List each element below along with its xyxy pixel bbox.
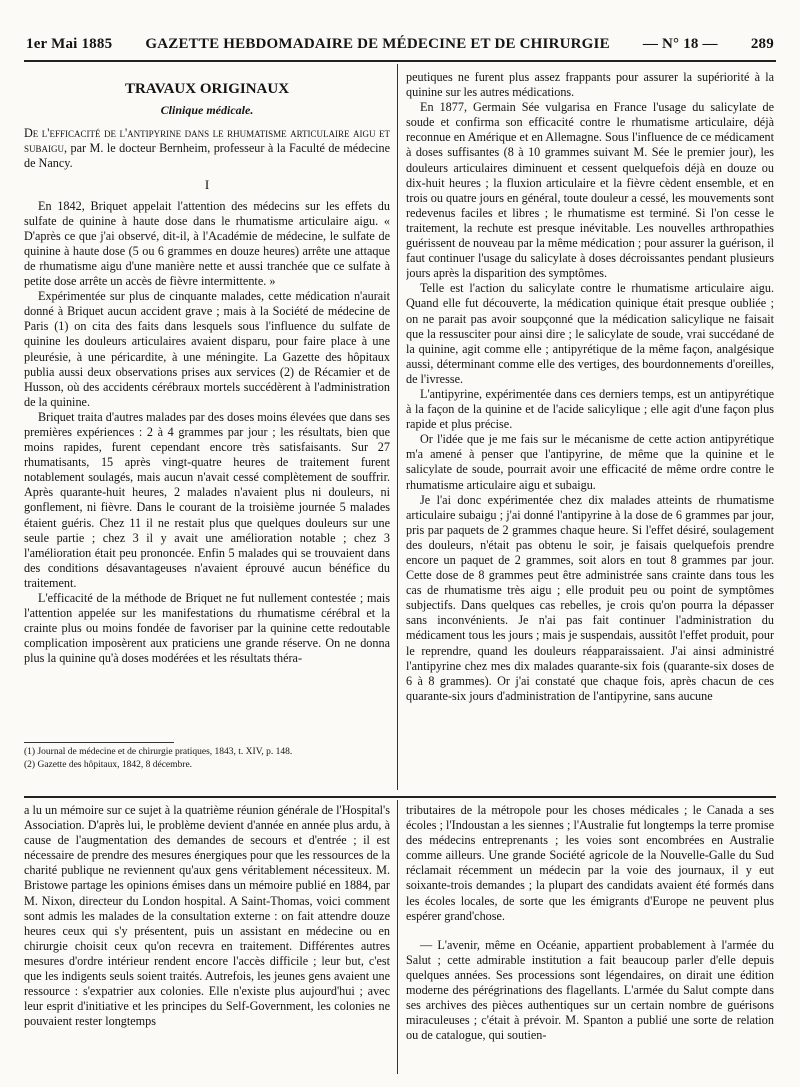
journal-title: GAZETTE HEBDOMADAIRE DE MÉDECINE ET DE CHIRURGIE bbox=[145, 36, 610, 52]
paragraph: L'efficacité de la méthode de Briquet ne fut nullement contestée ; mais l'attention appelée sur les manifestations du rhumatisme cérébral et la crainte plus ou moins fondée de favoriser par la quinine cette redoutable complication imposèrent aux praticiens une grande réserve. On ne donna plus la quinine qu'à doses modérées et les résultats théra- bbox=[24, 591, 390, 666]
footnote: (2) Gazette des hôpitaux, 1842, 8 décembre. bbox=[24, 760, 193, 770]
column-2 bbox=[406, 70, 774, 790]
paragraph: tributaires de la métropole pour les choses médicales ; le Canada a ses écoles ; l'Indoustan a les siennes ; l'Australie fut longtemps la terre promise des médecins entreprenants ; les voies sont encombrées en Australie comme ailleurs. Une grande Société agricole de la Nouvelle-Galle du Sud réclamait récemment un médecin par la voie des journaux, il y eut soixante-trois demandes ; la plupart des candidats avaient été formés dans les écoles locales, de sorte que les émigrants d'Europe ne peuvent plus espérer grand'chose. bbox=[406, 803, 774, 923]
paragraph: Je l'ai donc expérimentée chez dix malades atteints de rhumatisme articulaire subaigu ; j'ai donné l'antipyrine à la dose de 6 grammes par jour, pris par paquets de 2 grammes chaque heure. Si l'effet désiré, soulagement des douleurs, n'était pas obtenu le soir, je faisais quelquefois prendre encore un paquet de 2 grammes, soit alors en tout 8 grammes par jour. Cette dose de 8 grammes peut être administrée sans crainte dans tous les cas de rhumatisme très aigu ; elle produit peu ou point de symptômes subjectifs. Dans quelques cas rebelles, je crois qu'on pourra la dépasser sans inconvénients. Je n'ai pas fait continuer l'administration du médicament tous les jours ; mais je suspendais, aussitôt l'effet produit, pour le reprendre, quand les douleurs réapparaissaient. J'ai ainsi administré l'antipyrine chez mes dix malades quarante-six fois (quarante-six doses de 6 à 8 grammes). Or j'ai constaté que chaque fois, après chacun de ces quarante-six jours d'administration de l'antipyrine, sans aucune bbox=[406, 492, 774, 703]
column-divider-bottom bbox=[397, 800, 398, 1074]
paragraph: Telle est l'action du salicylate contre le rhumatisme articulaire aigu. Quand elle fut découverte, la médication quinique était presque oubliée ; on ne parait pas avoir soupçonné que la médication salicylique ne faisait que la ressusciter pour ainsi dire ; le salicylate de soude, vrai succédané de la quinine, agit comme elle ; antipyrétique de la même façon, analgésique aussi, déterminant comme elle des vertiges, des bourdonnements d'oreilles, de l'ivresse. bbox=[406, 281, 774, 386]
paragraph: L'antipyrine, expérimentée dans ces derniers temps, est un antipyrétique à la façon de la quinine et de l'acide salicylique ; elle agit d'une façon plus rapide et plus précise. bbox=[406, 386, 774, 432]
paragraph-gap bbox=[406, 924, 774, 938]
paragraph: peutiques ne furent plus assez frappants pour assurer la supériorité à la quinine sur les autres médications. bbox=[406, 70, 774, 100]
column-divider-top bbox=[397, 64, 398, 790]
footnote: (1) Journal de médecine et de chirurgie pratiques, 1843, t. XIV, p. 148. bbox=[24, 747, 293, 757]
header-rule bbox=[24, 60, 776, 62]
paragraph: En 1877, Germain Sée vulgarisa en France l'usage du salicylate de soude et confirma son efficacité contre le rhumatisme articulaire, déjà reconnue en Amérique et en Allemagne. Sous l'influence de ce médicament à doses suffisantes (8 à 10 grammes suivant M. Sée le premier jour), les douleurs articulaires diminuent et cessent quelquefois déjà en douze ou dix-huit heures ; la fluxion articulaire et la fièvre cèdent ensemble, et en trois ou quatre jours en général, toute douleur a cessé, les mouvements sont redevenus faciles et libres ; le rhumatisme est terminé. Si l'on cesse le traitement, la rechute est presque inévitable. Les nouvelles arthropathies guérissent de nouveau par la même médication ; pour assurer la guérison, il faut continuer l'usage du salicylate à doses décroissantes pendant plusieurs jours après la disparition des symptômes. bbox=[406, 100, 774, 281]
section-title: TRAVAUX ORIGINAUX bbox=[124, 81, 290, 97]
issue-number: — N° 18 — bbox=[642, 36, 718, 52]
article-title-author: par M. le docteur Bernheim, professeur à la Faculté de médecine de Nancy. bbox=[24, 141, 390, 171]
running-header bbox=[26, 36, 774, 53]
paragraph: Or l'idée que je me fais sur le mécanisme de cette action antipyrétique m'a amené à penser que l'antipyrine, de même que la quinine et le salicylate de soude, pourrait avoir une efficacité de même ordre contre le rhumatisme articulaire aigu et subaigu. bbox=[406, 432, 774, 492]
footnotes bbox=[24, 746, 390, 772]
paragraph: a lu un mémoire sur ce sujet à la quatrième réunion générale de l'Hospital's Association. D'après lui, le problème devient d'année en année plus ardu, à cause de l'augmentation des demandes de secours et d'entrée ; il est nécessaire de prendre des mesures énergiques pour que les ressources de la charité publique ne reviennent qu'aux gens véritablement nécessiteux. M. Bristowe partage les opinions émises dans un mémoire publié en 1884, par M. Nixon, directeur du London hospital. A Saint-Thomas, voici comment sont admis les malades de la consultation externe : on fait attendre douze heures ceux qui s'y présentent, puis un assistant en médecine ou en chirurgie choisit ceux qu'on recevra en traitement. Différentes autres mesures d'ordre intérieur rendent encore l'accès difficile ; leur but, c'est que les indigents seuls soient traités. Autrefois, les jeunes gens avaient une ressource : s'expatrier aux colonies. Elle n'existe plus aujourd'hui ; avec leur esprit d'initiative et les principes du Self-Government, les colonies ne pouvaient rester longtemps bbox=[24, 803, 390, 1029]
paragraph: — L'avenir, même en Océanie, appartient probablement à l'armée du Salut ; cette admirable institution a fait beaucoup parler d'elle depuis quelques années. Ses processions sont légendaires, on dirait une édition moderne des pérégrinations des flagellants. L'armée du Salut compte dans ses archives des pièces authentiques sur un certain nombre de guérisons miraculeuses ; c'était à prévoir. M. Spanton a publié une sorte de relation ou de catalogue, qui soutien- bbox=[406, 937, 774, 1043]
column-4 bbox=[406, 803, 774, 1073]
footnote-rule bbox=[24, 742, 174, 743]
paragraph: En 1842, Briquet appelait l'attention des médecins sur les effets du sulfate de quinine à haute dose dans le rhumatisme articulaire aigu. « D'après ce que j'ai observé, dit-il, à l'Académie de médecine, le sulfate de quinine à haute dose (5 ou 6 grammes en douze heures) arrête une attaque de rhumatisme aigu d'une manière nette et aussi tranchée que ce sulfate à petite dose arrête un accès de fièvre intermittente. » bbox=[24, 198, 390, 289]
paragraph: Briquet traita d'autres malades par des doses moins élevées que dans ses premières expériences : 2 à 4 grammes par jour ; les résultats, bien que moins rapides, furent cependant encore très satisfaisants. Sur 27 rhumatisants, 15 après vingt-quatre heures de traitement furent notablement soulagés, mais aucun n'avait cessé complètement de souffrir. Après quarante-huit heures, 2 malades n'avaient plus ni douleurs, ni gonflement, ni fièvre. Dans le courant de la troisième journée 5 malades étaient guéris. Chez 11 il ne restait plus que quelques douleurs sur une seule partie ; chez 3 il y avait une amélioration notable ; chez 3 l'amélioration était peu prononcée. Enfin 5 malades qui se trouvaient dans des conditions désavantageuses n'avaient éprouvé aucun bénéfice du traitement. bbox=[24, 409, 390, 590]
subsection-title: Clinique médicale. bbox=[160, 103, 254, 118]
column-3 bbox=[24, 803, 390, 1073]
article-title bbox=[24, 126, 390, 171]
issue-date: 1er Mai 1885 bbox=[26, 36, 113, 52]
article-title-main: De l'efficacité de l'antipyrine dans le rhumatisme articulaire aigu et subaigu, bbox=[24, 126, 390, 156]
column-1 bbox=[24, 70, 390, 742]
section-divider bbox=[24, 796, 776, 798]
page-number: 289 bbox=[750, 36, 774, 52]
part-number: I bbox=[204, 177, 210, 193]
paragraph: Expérimentée sur plus de cinquante malades, cette médication n'aurait donné à Briquet aucun accident grave ; mais à la Société de médecine de Paris (1) on cita des faits dans lesquels sous l'influence du sulfate de quinine les douleurs articulaires avaient disparu, pour faire place à une pleurésie, à une péricardite, à une méningite. La Gazette des hôpitaux publia aussi deux observations prises aux services (2) de Récamier et de Husson, où des accidents cérébraux mortels succédèrent à l'administration de la quinine. bbox=[24, 289, 390, 409]
